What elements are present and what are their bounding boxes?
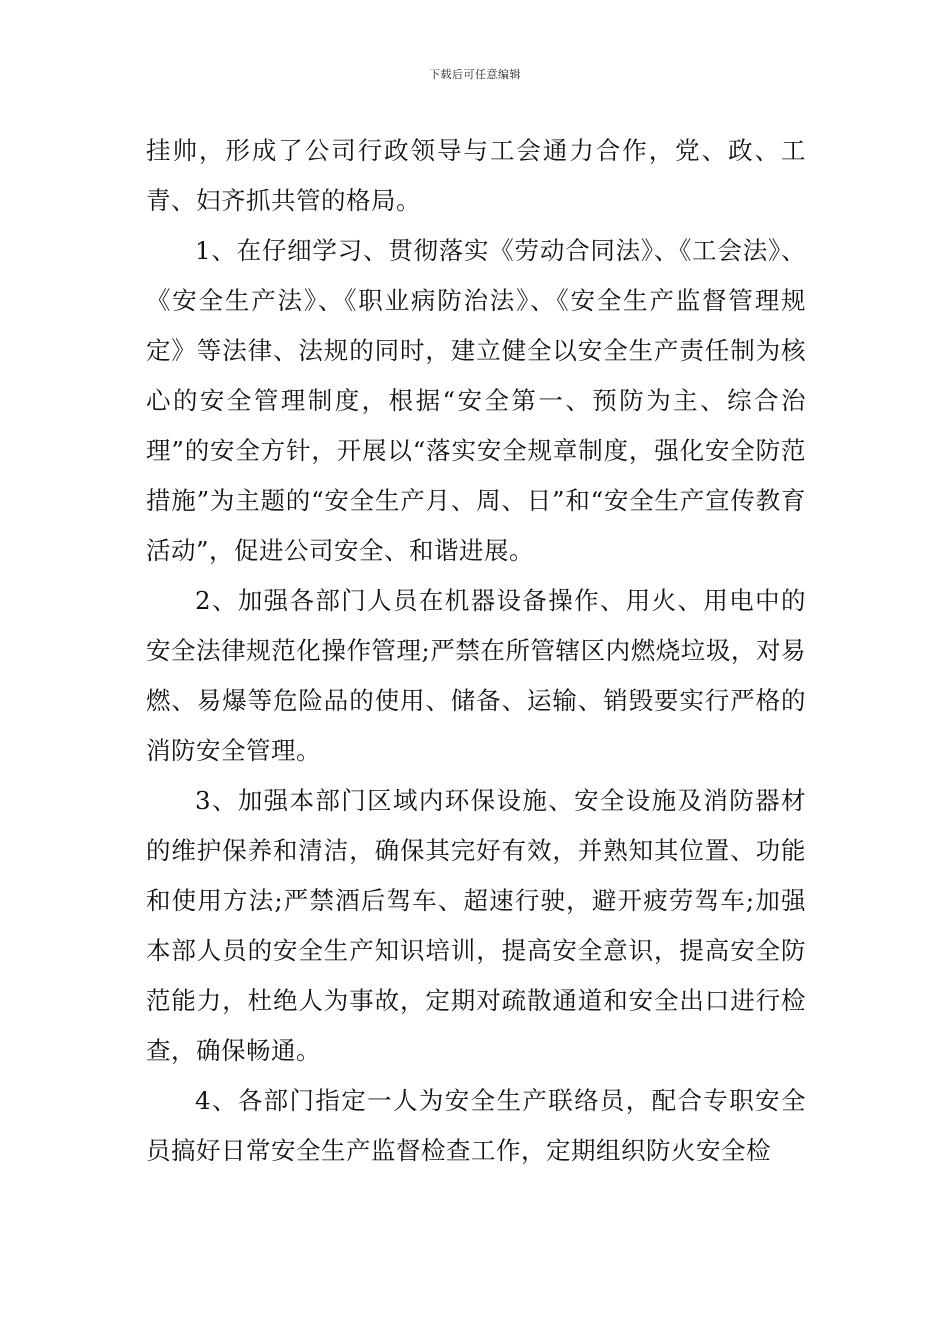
paragraph-continuation: 挂帅，形成了公司行政领导与工会通力合作，党、政、工青、妇齐抓共管的格局。 [146, 136, 806, 215]
paragraph-item-1: 1、在仔细学习、贯彻落实《劳动合同法》、《工会法》、《安全生产法》、《职业病防治法》、《安全生产监督管理规定》等法律、法规的同时，建立健全以安全生产责任制为核心的安全管理制度，根据“安全第一、预防为主、综合治理”的安全方针，开展以“落实安全规章制度，强化安全防范措施”为主题的“安全生产月、周、日”和“安全生产宣传教育活动”，促进公司安全、和谐进展。 [146, 236, 806, 565]
paragraph-item-4: 4、各部门指定一人为安全生产联络员，配合专职安全员搞好日常安全生产监督检查工作，定期组织防火安全检 [146, 1086, 806, 1165]
page-header: 下载后可任意编辑 [429, 68, 521, 81]
paragraph-item-2: 2、加强各部门人员在机器设备操作、用火、用电中的安全法律规范化操作管理;严禁在所管辖区内燃烧垃圾，对易燃、易爆等危险品的使用、储备、运输、销毁要实行严格的消防安全管理。 [146, 586, 806, 765]
document-body [146, 126, 806, 1176]
paragraph-item-3: 3、加强本部门区域内环保设施、安全设施及消防器材的维护保养和清洁，确保其完好有效，并熟知其位置、功能和使用方法;严禁酒后驾车、超速行驶，避开疲劳驾车;加强本部人员的安全生产知识培训，提高安全意识，提高安全防范能力，杜绝人为事故，定期对疏散通道和安全出口进行检查，确保畅通。 [146, 786, 806, 1065]
